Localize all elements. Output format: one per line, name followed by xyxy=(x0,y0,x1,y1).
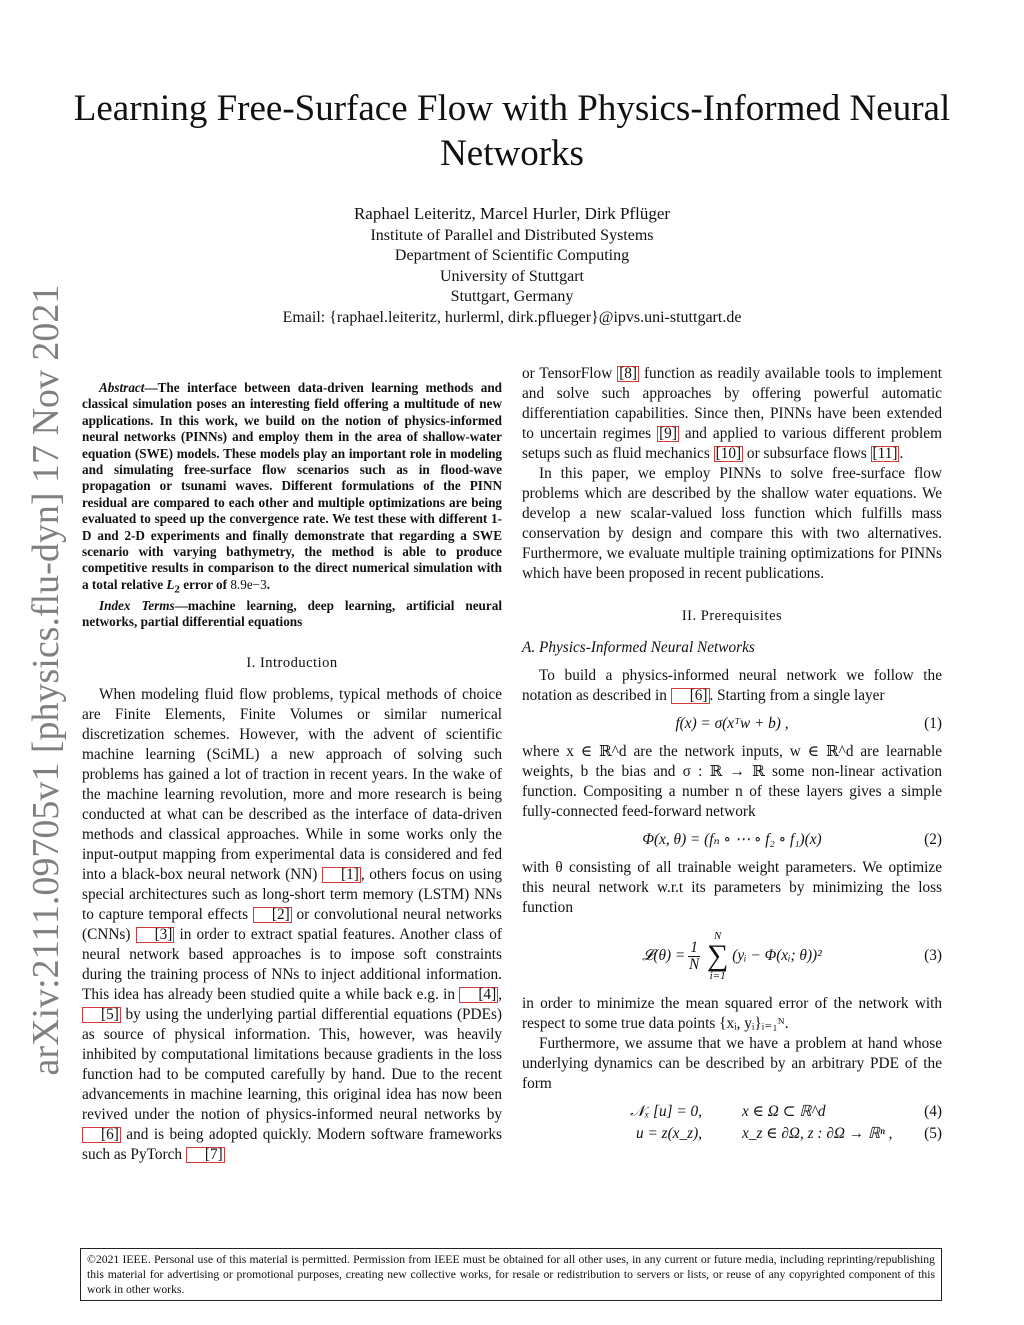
citation-6[interactable]: [6] xyxy=(82,1127,121,1143)
equation-3-lhs: 𝓛(θ) = xyxy=(642,947,686,964)
intro-text-c: or convolutional neural networks (CNNs) xyxy=(82,905,502,943)
equation-1-number: (1) xyxy=(924,715,942,732)
index-terms-text: —machine learning, deep learning, artificial neural networks, partial differential equations xyxy=(82,597,502,630)
citation-3[interactable]: [3] xyxy=(136,927,175,943)
equation-1-body: f(x) = σ(xᵀw + b) , xyxy=(675,715,789,732)
citation-6-b[interactable]: [6] xyxy=(671,688,710,704)
equation-3-fraction-top: 1 xyxy=(690,938,698,956)
prereq-paragraph-4: in order to minimize the mean squared error of the network with respect to some true data points {xᵢ, yᵢ}ᵢ₌₁ᴺ. xyxy=(522,995,942,1032)
intro-text-b: , others focus on using special architectures such as long-short term memory (LSTM) NNs to capture temporal effects xyxy=(82,865,502,923)
equation-5-number: (5) xyxy=(924,1125,942,1142)
equation-4 xyxy=(522,1102,942,1122)
prereq-text-a: To build a physics-informed neural network we follow the notation as described in xyxy=(522,667,942,704)
author-names: Raphael Leiteritz, Marcel Hurler, Dirk Pflüger xyxy=(353,204,671,223)
paper-title: Learning Free-Surface Flow with Physics-Informed Neural Networks xyxy=(73,88,951,174)
intro-paragraph-2: In this paper, we employ PINNs to solve free-surface flow problems which are described by the shallow water equations. We develop a new scalar-valued loss function which fulfills mass conservation by design and compare this with two alternatives. Furthermore, we evaluate multiple training optimizations for PINNs which have been proposed in recent publications. xyxy=(522,465,942,582)
citation-11[interactable]: [11] xyxy=(872,445,898,462)
citation-7[interactable]: [7] xyxy=(186,1147,225,1163)
right-column xyxy=(522,364,942,1146)
intro-text-a: When modeling fluid flow problems, typical methods of choice are Finite Elements, Finite Volumes or similar numerical discretization schemes. However, with the advent of scientific machine learning (SciML) a new approach of solving such problems has gained a lot of traction in recent years. In the wake of the machine learning revolution, more and more research is being conducted at what can be described as the interface of data-driven methods and classical approaches. While in some works only the input-output mapping from experimental data is considered and fed into a black-box neural network (NN) xyxy=(82,685,502,883)
citation-10[interactable]: [10] xyxy=(715,445,742,462)
arxiv-stamp xyxy=(16,284,76,1076)
equation-5 xyxy=(522,1124,942,1144)
equation-5-lhs: u = z(x_z), xyxy=(636,1125,702,1142)
copyright-notice: ©2021 IEEE. Personal use of this material is permitted. Permission from IEEE must be obtained for all other uses, in any current or future media, including reprinting/republishing this material for advertising or promotional purposes, creating new collective works, for resale or redistribution to servers or lists, or reuse of any copyrighted component of this work in other works. xyxy=(80,1248,942,1301)
equation-1 xyxy=(522,714,942,734)
index-terms-label: Index Terms xyxy=(99,597,175,613)
citation-9[interactable]: [9] xyxy=(659,425,677,442)
citation-2[interactable]: [2] xyxy=(253,907,292,923)
arxiv-stamp-text: arXiv:2111.09705v1 [physics.flu-dyn] 17 Nov 2021 xyxy=(25,284,67,1076)
intro-cont-a: or TensorFlow xyxy=(522,365,618,382)
subsection-a-heading: A. Physics-Informed Neural Networks xyxy=(522,639,755,656)
sigma-symbol: ∑ xyxy=(706,939,729,972)
citation-8[interactable]: [8] xyxy=(619,365,638,382)
abstract-label: Abstract xyxy=(99,380,145,395)
citation-1[interactable]: [1] xyxy=(322,867,361,883)
equation-4-number: (4) xyxy=(924,1103,942,1120)
equation-2-body: Φ(x, θ) = (fₙ ∘ ⋯ ∘ f₂ ∘ f₁)(x) xyxy=(642,831,822,848)
index-terms xyxy=(82,598,502,631)
abstract-l2-sub: 2 xyxy=(174,583,180,596)
equation-3-fraction xyxy=(688,940,700,973)
equation-3 xyxy=(522,930,942,982)
abstract-l2: L xyxy=(166,576,175,592)
affiliation-department: Department of Scientific Computing xyxy=(394,247,630,265)
section-2-heading: II. Prerequisites xyxy=(681,608,783,624)
equation-4-lhs: 𝒩ₓ [u] = 0, xyxy=(630,1103,702,1120)
affiliation-location: Stuttgart, Germany xyxy=(450,288,574,306)
equation-4-rhs: x ∈ Ω ⊂ ℝ^d xyxy=(742,1103,826,1120)
author-block xyxy=(100,204,924,329)
equation-2-number: (2) xyxy=(924,831,942,848)
intro-paragraph-1 xyxy=(82,685,502,1165)
abstract-end: . xyxy=(266,576,270,592)
intro-cont-e: . xyxy=(899,445,904,462)
affiliation-university: University of Stuttgart xyxy=(440,267,584,285)
abstract xyxy=(82,380,502,598)
equation-5-rhs: x_z ∈ ∂Ω, z : ∂Ω → ℝⁿ , xyxy=(742,1125,893,1142)
equation-3-sum xyxy=(707,930,728,982)
affiliation-institute: Institute of Parallel and Distributed Systems xyxy=(370,226,654,244)
section-1-heading: I. Introduction xyxy=(246,654,338,671)
abstract-error-tail: error of xyxy=(179,576,231,592)
author-email[interactable]: Email: {raphael.leiteritz, hurlerml, dirk.pflueger}@ipvs.uni-stuttgart.de xyxy=(282,308,742,326)
prereq-paragraph-1 xyxy=(522,666,942,706)
intro-cont-b: function as readily available tools to implement and solve such approaches by offering powerful automatic differentiation capabilities. Since then, PINNs have been extended to uncertain regimes xyxy=(522,365,942,442)
intro-text-d: in order to extract spatial features. Another class of neural network based approaches is to impose soft constraints during the training process of NNs to inject additional information. This idea has already been studied quite a while back e.g. in xyxy=(82,925,503,1003)
intro-paragraph-1-continued xyxy=(522,364,942,464)
equation-3-rhs: (yᵢ − Φ(xᵢ; θ))² xyxy=(732,947,822,964)
prereq-text-b: . Starting from a single layer xyxy=(709,687,885,704)
left-column xyxy=(82,380,502,1165)
citation-4[interactable]: [4] xyxy=(459,987,498,1003)
intro-text-e: , xyxy=(498,985,502,1003)
intro-text-f: by using the underlying partial differential equations (PDEs) as source of physical information. This, however, was heavily inhibited by computational limitations because gradients in the loss function had to be computed carefully by hand. Due to the recent advancements in machine learning, this original idea has now been revived under the notion of physics-informed neural networks by xyxy=(82,1005,502,1123)
intro-cont-c: and applied to various different problem setups such as fluid mechanics xyxy=(522,425,942,462)
equation-3-sum-lower: i=1 xyxy=(709,970,726,982)
equation-3-sum-upper: N xyxy=(713,930,722,942)
prereq-paragraph-5: Furthermore, we assume that we have a problem at hand whose underlying dynamics can be described by an arbitrary PDE of the form xyxy=(522,1035,942,1092)
equation-3-number: (3) xyxy=(924,947,942,964)
prereq-paragraph-3: with θ consisting of all trainable weight parameters. We optimize this neural network w.r.t its parameters by minimizing the loss function xyxy=(522,859,942,916)
abstract-error-value: 8.9e−3 xyxy=(230,576,267,592)
citation-5[interactable]: [5] xyxy=(82,1007,121,1023)
equation-3-fraction-bottom: N xyxy=(688,955,700,973)
intro-cont-d: or subsurface flows xyxy=(743,445,871,462)
intro-text-g: and is being adopted quickly. Modern software frameworks such as PyTorch xyxy=(82,1125,502,1163)
prereq-paragraph-2: where x ∈ ℝ^d are the network inputs, w ∈ ℝ^d are learnable weights, b the bias and σ : ℝ → ℝ some non-linear activation function. Compositing a number n of these layers gives a simple fully-connected feed-forward network xyxy=(522,743,942,820)
equation-2 xyxy=(522,830,942,850)
abstract-text: —The interface between data-driven learning methods and classical simulation poses an interesting field offering a multitude of new applications. In this work, we build on the notion of physics-informed neural networks (PINNs) and employ them in the area of shallow-water equation (SWE) models. These models play an important role in modeling and simulating free-surface flow scenarios such as in flood-wave propagation or tsunami waves. Different formulations of the PINN residual are compared to each other and multiple optimizations are being evaluated to speed up the convergence rate. We test these with different 1-D and 2-D experiments and finally demonstrate that regarding a SWE scenario with varying bathymetry, the method is able to produce competitive results in comparison to the direct numerical simulation with a total relative xyxy=(82,380,502,592)
